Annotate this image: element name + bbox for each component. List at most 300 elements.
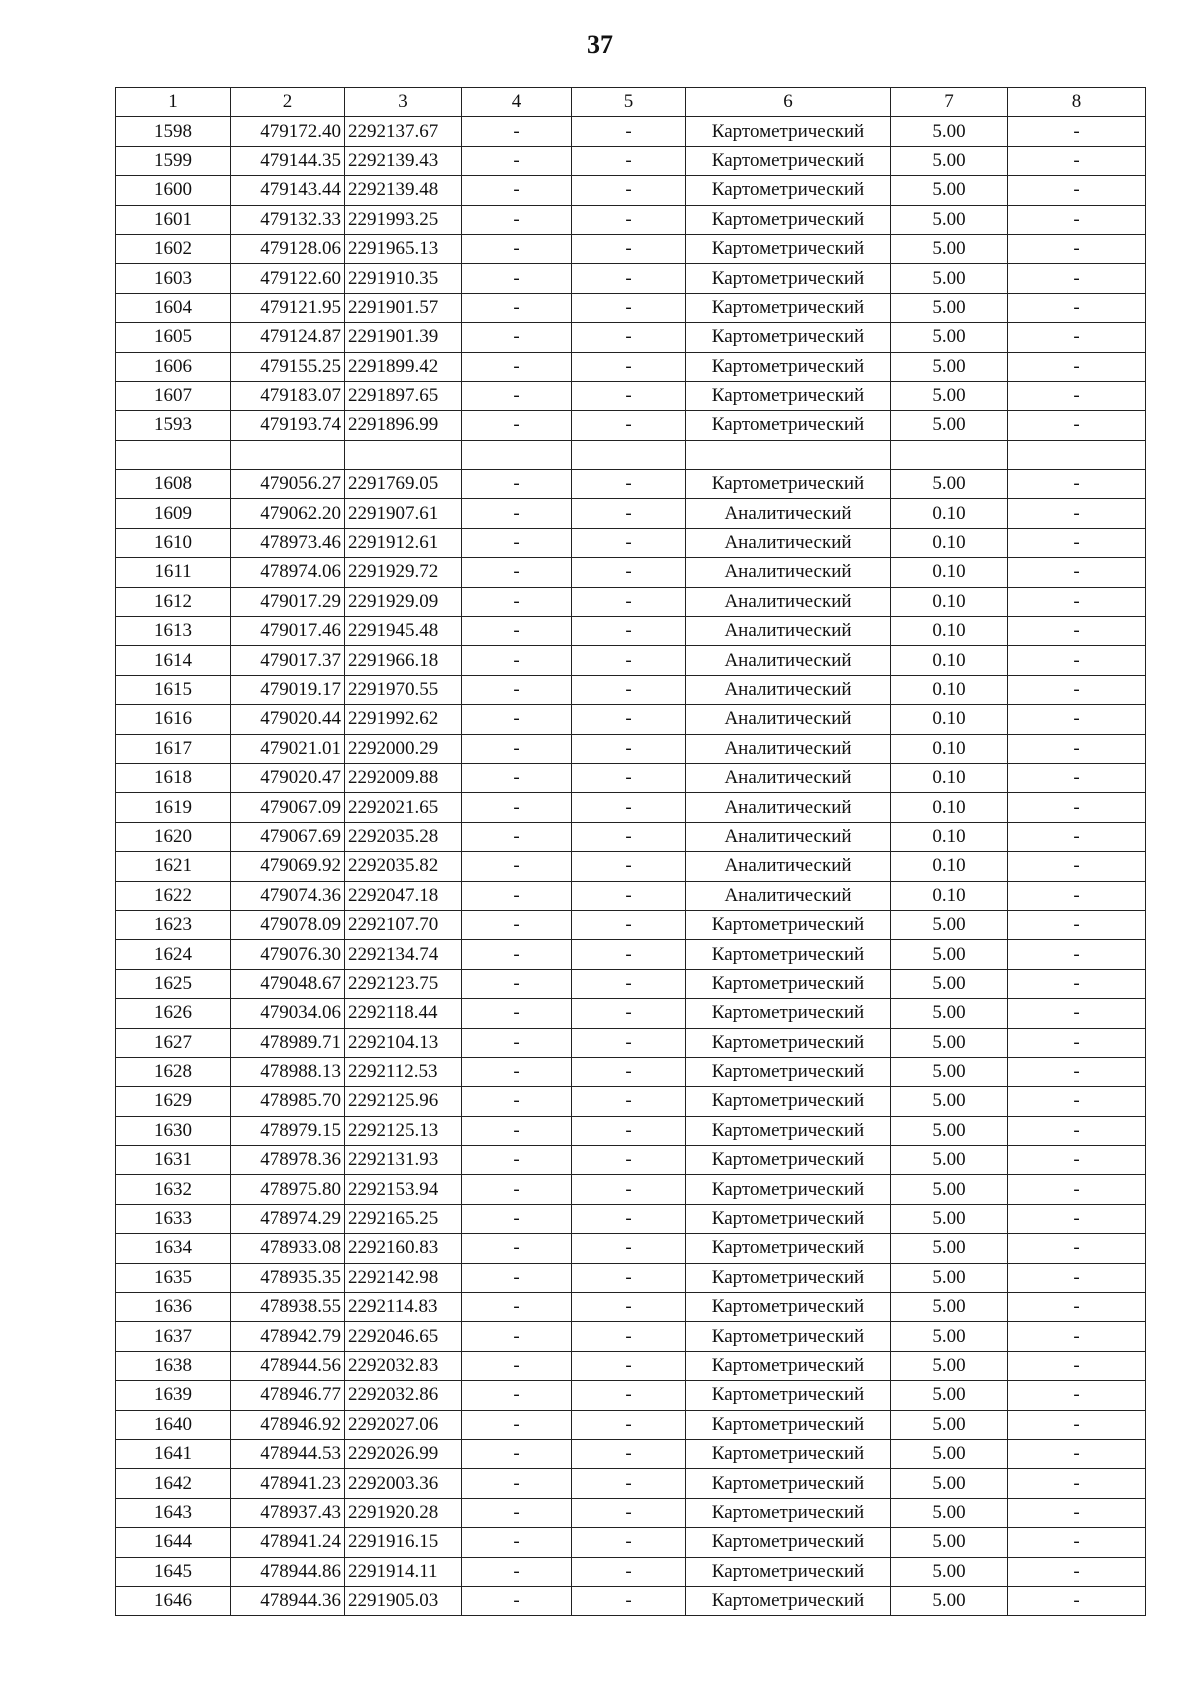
y-coordinate-cell: 2291901.57 <box>345 293 462 322</box>
column-header: 1 <box>116 88 231 117</box>
x-coordinate-cell: 479122.60 <box>231 264 345 293</box>
col8-cell: - <box>1008 1204 1146 1233</box>
col5-cell: - <box>572 1322 686 1351</box>
col4-cell: - <box>462 1410 572 1439</box>
x-coordinate-cell: 479144.35 <box>231 146 345 175</box>
y-coordinate-cell: 2291910.35 <box>345 264 462 293</box>
y-coordinate-cell: 2291914.11 <box>345 1557 462 1586</box>
col5-cell: - <box>572 1087 686 1116</box>
table-row <box>116 1057 1146 1086</box>
col4-cell: - <box>462 1263 572 1292</box>
point-number-cell: 1599 <box>116 146 231 175</box>
col8-cell: - <box>1008 381 1146 410</box>
col5-cell: - <box>572 293 686 322</box>
method-cell <box>686 440 891 469</box>
col8-cell: - <box>1008 1351 1146 1380</box>
point-number-cell: 1607 <box>116 381 231 410</box>
col4-cell: - <box>462 617 572 646</box>
col4-cell: - <box>462 293 572 322</box>
col5-cell: - <box>572 117 686 146</box>
col4-cell: - <box>462 587 572 616</box>
col8-cell: - <box>1008 1322 1146 1351</box>
table-row <box>116 205 1146 234</box>
accuracy-cell: 5.00 <box>891 969 1008 998</box>
point-number-cell: 1620 <box>116 822 231 851</box>
accuracy-cell: 0.10 <box>891 646 1008 675</box>
col4-cell: - <box>462 822 572 851</box>
accuracy-cell: 5.00 <box>891 146 1008 175</box>
col4-cell: - <box>462 1028 572 1057</box>
y-coordinate-cell: 2292003.36 <box>345 1469 462 1498</box>
y-coordinate-cell: 2292125.96 <box>345 1087 462 1116</box>
table-row <box>116 176 1146 205</box>
y-coordinate-cell: 2291901.39 <box>345 323 462 352</box>
x-coordinate-cell: 478974.06 <box>231 558 345 587</box>
col8-cell: - <box>1008 1116 1146 1145</box>
col5-cell: - <box>572 558 686 587</box>
y-coordinate-cell: 2292026.99 <box>345 1439 462 1468</box>
y-coordinate-cell: 2292027.06 <box>345 1410 462 1439</box>
table-row <box>116 852 1146 881</box>
col8-cell: - <box>1008 999 1146 1028</box>
method-cell: Картометрический <box>686 234 891 263</box>
accuracy-cell: 5.00 <box>891 234 1008 263</box>
method-cell: Картометрический <box>686 1528 891 1557</box>
col4-cell: - <box>462 1351 572 1380</box>
accuracy-cell: 5.00 <box>891 1528 1008 1557</box>
point-number-cell <box>116 440 231 469</box>
col4-cell: - <box>462 528 572 557</box>
col5-cell: - <box>572 910 686 939</box>
point-number-cell: 1640 <box>116 1410 231 1439</box>
x-coordinate-cell: 478944.36 <box>231 1586 345 1615</box>
col8-cell: - <box>1008 852 1146 881</box>
column-header: 4 <box>462 88 572 117</box>
col8-cell <box>1008 440 1146 469</box>
table-row <box>116 969 1146 998</box>
col4-cell: - <box>462 1469 572 1498</box>
accuracy-cell: 5.00 <box>891 999 1008 1028</box>
method-cell: Аналитический <box>686 763 891 792</box>
table-row <box>116 146 1146 175</box>
y-coordinate-cell: 2291993.25 <box>345 205 462 234</box>
method-cell: Картометрический <box>686 940 891 969</box>
col5-cell: - <box>572 1057 686 1086</box>
y-coordinate-cell: 2291966.18 <box>345 646 462 675</box>
col8-cell: - <box>1008 1557 1146 1586</box>
y-coordinate-cell: 2292134.74 <box>345 940 462 969</box>
x-coordinate-cell: 479076.30 <box>231 940 345 969</box>
y-coordinate-cell: 2291897.65 <box>345 381 462 410</box>
col5-cell: - <box>572 205 686 234</box>
x-coordinate-cell: 479155.25 <box>231 352 345 381</box>
point-number-cell: 1624 <box>116 940 231 969</box>
col5-cell: - <box>572 1410 686 1439</box>
method-cell: Картометрический <box>686 1410 891 1439</box>
method-cell: Картометрический <box>686 1586 891 1615</box>
col5-cell: - <box>572 1028 686 1057</box>
y-coordinate-cell: 2292032.86 <box>345 1381 462 1410</box>
point-number-cell: 1617 <box>116 734 231 763</box>
accuracy-cell: 0.10 <box>891 852 1008 881</box>
method-cell: Картометрический <box>686 117 891 146</box>
col8-cell: - <box>1008 264 1146 293</box>
method-cell: Картометрический <box>686 381 891 410</box>
x-coordinate-cell: 478988.13 <box>231 1057 345 1086</box>
table-row <box>116 881 1146 910</box>
x-coordinate-cell: 478989.71 <box>231 1028 345 1057</box>
table-row <box>116 1175 1146 1204</box>
col5-cell: - <box>572 1293 686 1322</box>
accuracy-cell: 5.00 <box>891 381 1008 410</box>
accuracy-cell: 0.10 <box>891 881 1008 910</box>
method-cell: Картометрический <box>686 1381 891 1410</box>
y-coordinate-cell: 2292035.82 <box>345 852 462 881</box>
col8-cell: - <box>1008 499 1146 528</box>
col4-cell: - <box>462 1439 572 1468</box>
x-coordinate-cell: 478933.08 <box>231 1234 345 1263</box>
method-cell: Картометрический <box>686 1234 891 1263</box>
accuracy-cell: 5.00 <box>891 1557 1008 1586</box>
col5-cell: - <box>572 1351 686 1380</box>
point-number-cell: 1630 <box>116 1116 231 1145</box>
col8-cell: - <box>1008 205 1146 234</box>
y-coordinate-cell: 2292137.67 <box>345 117 462 146</box>
col5-cell: - <box>572 646 686 675</box>
y-coordinate-cell: 2292118.44 <box>345 999 462 1028</box>
x-coordinate-cell: 478944.53 <box>231 1439 345 1468</box>
point-number-cell: 1634 <box>116 1234 231 1263</box>
col8-cell: - <box>1008 470 1146 499</box>
col4-cell: - <box>462 176 572 205</box>
col4-cell: - <box>462 558 572 587</box>
col5-cell: - <box>572 1234 686 1263</box>
col8-cell: - <box>1008 1439 1146 1468</box>
y-coordinate-cell: 2292112.53 <box>345 1057 462 1086</box>
col8-cell: - <box>1008 528 1146 557</box>
col4-cell: - <box>462 793 572 822</box>
accuracy-cell: 5.00 <box>891 352 1008 381</box>
col4-cell: - <box>462 117 572 146</box>
col4-cell: - <box>462 205 572 234</box>
col8-cell: - <box>1008 1528 1146 1557</box>
accuracy-cell: 0.10 <box>891 705 1008 734</box>
y-coordinate-cell: 2291945.48 <box>345 617 462 646</box>
x-coordinate-cell: 479074.36 <box>231 881 345 910</box>
x-coordinate-cell: 479062.20 <box>231 499 345 528</box>
col5-cell: - <box>572 705 686 734</box>
point-number-cell: 1615 <box>116 675 231 704</box>
col8-cell: - <box>1008 1146 1146 1175</box>
x-coordinate-cell: 479069.92 <box>231 852 345 881</box>
point-number-cell: 1601 <box>116 205 231 234</box>
method-cell: Картометрический <box>686 1146 891 1175</box>
col5-cell: - <box>572 411 686 440</box>
accuracy-cell: 5.00 <box>891 1410 1008 1439</box>
y-coordinate-cell: 2291896.99 <box>345 411 462 440</box>
method-cell: Аналитический <box>686 822 891 851</box>
col5-cell: - <box>572 176 686 205</box>
accuracy-cell: 0.10 <box>891 822 1008 851</box>
accuracy-cell: 5.00 <box>891 1381 1008 1410</box>
point-number-cell: 1638 <box>116 1351 231 1380</box>
point-number-cell: 1602 <box>116 234 231 263</box>
method-cell: Картометрический <box>686 293 891 322</box>
col5-cell: - <box>572 1381 686 1410</box>
method-cell: Картометрический <box>686 176 891 205</box>
method-cell: Аналитический <box>686 793 891 822</box>
method-cell: Аналитический <box>686 528 891 557</box>
col8-cell: - <box>1008 1057 1146 1086</box>
table-row <box>116 1028 1146 1057</box>
accuracy-cell: 5.00 <box>891 293 1008 322</box>
y-coordinate-cell: 2292000.29 <box>345 734 462 763</box>
col8-cell: - <box>1008 969 1146 998</box>
accuracy-cell: 5.00 <box>891 1351 1008 1380</box>
accuracy-cell: 5.00 <box>891 1586 1008 1615</box>
accuracy-cell: 5.00 <box>891 411 1008 440</box>
accuracy-cell: 5.00 <box>891 1498 1008 1527</box>
method-cell: Аналитический <box>686 617 891 646</box>
method-cell: Картометрический <box>686 1322 891 1351</box>
accuracy-cell: 5.00 <box>891 205 1008 234</box>
method-cell: Картометрический <box>686 323 891 352</box>
col8-cell: - <box>1008 1293 1146 1322</box>
x-coordinate-cell: 479020.44 <box>231 705 345 734</box>
col5-cell: - <box>572 381 686 410</box>
table-row <box>116 1087 1146 1116</box>
col4-cell: - <box>462 1057 572 1086</box>
col4-cell: - <box>462 881 572 910</box>
x-coordinate-cell: 479121.95 <box>231 293 345 322</box>
col8-cell: - <box>1008 352 1146 381</box>
method-cell: Картометрический <box>686 999 891 1028</box>
col8-cell: - <box>1008 617 1146 646</box>
col8-cell: - <box>1008 234 1146 263</box>
accuracy-cell: 5.00 <box>891 1204 1008 1233</box>
x-coordinate-cell: 478937.43 <box>231 1498 345 1527</box>
col4-cell: - <box>462 1087 572 1116</box>
y-coordinate-cell: 2291965.13 <box>345 234 462 263</box>
table-row <box>116 646 1146 675</box>
point-number-cell: 1633 <box>116 1204 231 1233</box>
col4-cell: - <box>462 352 572 381</box>
method-cell: Аналитический <box>686 646 891 675</box>
accuracy-cell: 0.10 <box>891 558 1008 587</box>
point-number-cell: 1639 <box>116 1381 231 1410</box>
col5-cell: - <box>572 999 686 1028</box>
accuracy-cell: 0.10 <box>891 734 1008 763</box>
x-coordinate-cell: 479143.44 <box>231 176 345 205</box>
col8-cell: - <box>1008 763 1146 792</box>
x-coordinate-cell: 478979.15 <box>231 1116 345 1145</box>
col4-cell: - <box>462 323 572 352</box>
method-cell: Картометрический <box>686 1351 891 1380</box>
table-row <box>116 440 1146 469</box>
column-header: 8 <box>1008 88 1146 117</box>
point-number-cell: 1626 <box>116 999 231 1028</box>
table-row <box>116 910 1146 939</box>
x-coordinate-cell: 478985.70 <box>231 1087 345 1116</box>
table-row <box>116 117 1146 146</box>
table-row <box>116 1528 1146 1557</box>
x-coordinate-cell: 479021.01 <box>231 734 345 763</box>
y-coordinate-cell: 2292142.98 <box>345 1263 462 1292</box>
accuracy-cell: 0.10 <box>891 587 1008 616</box>
point-number-cell: 1621 <box>116 852 231 881</box>
table-row <box>116 1439 1146 1468</box>
x-coordinate-cell <box>231 440 345 469</box>
col5-cell: - <box>572 1557 686 1586</box>
col4-cell: - <box>462 1146 572 1175</box>
y-coordinate-cell: 2292032.83 <box>345 1351 462 1380</box>
method-cell: Картометрический <box>686 1557 891 1586</box>
method-cell: Картометрический <box>686 1057 891 1086</box>
x-coordinate-cell: 479128.06 <box>231 234 345 263</box>
col5-cell: - <box>572 881 686 910</box>
y-coordinate-cell: 2291920.28 <box>345 1498 462 1527</box>
x-coordinate-cell: 479193.74 <box>231 411 345 440</box>
col5-cell: - <box>572 1439 686 1468</box>
method-cell: Картометрический <box>686 470 891 499</box>
col5-cell: - <box>572 264 686 293</box>
table-row <box>116 528 1146 557</box>
x-coordinate-cell: 478973.46 <box>231 528 345 557</box>
x-coordinate-cell: 478944.56 <box>231 1351 345 1380</box>
col4-cell: - <box>462 940 572 969</box>
col5-cell: - <box>572 1263 686 1292</box>
y-coordinate-cell: 2292131.93 <box>345 1146 462 1175</box>
y-coordinate-cell: 2292139.48 <box>345 176 462 205</box>
point-number-cell: 1644 <box>116 1528 231 1557</box>
method-cell: Картометрический <box>686 264 891 293</box>
y-coordinate-cell: 2291970.55 <box>345 675 462 704</box>
col4-cell: - <box>462 675 572 704</box>
y-coordinate-cell: 2292047.18 <box>345 881 462 910</box>
col8-cell: - <box>1008 1028 1146 1057</box>
page-number: 37 <box>587 30 613 59</box>
y-coordinate-cell: 2292139.43 <box>345 146 462 175</box>
accuracy-cell: 0.10 <box>891 675 1008 704</box>
table-row <box>116 1410 1146 1439</box>
col4-cell: - <box>462 969 572 998</box>
point-number-cell: 1632 <box>116 1175 231 1204</box>
accuracy-cell: 5.00 <box>891 323 1008 352</box>
col4-cell: - <box>462 234 572 263</box>
table-row <box>116 1381 1146 1410</box>
point-number-cell: 1636 <box>116 1293 231 1322</box>
table-row <box>116 293 1146 322</box>
accuracy-cell: 5.00 <box>891 1028 1008 1057</box>
col4-cell: - <box>462 470 572 499</box>
table-row <box>116 705 1146 734</box>
accuracy-cell: 5.00 <box>891 1469 1008 1498</box>
accuracy-cell: 5.00 <box>891 1116 1008 1145</box>
point-number-cell: 1611 <box>116 558 231 587</box>
col8-cell: - <box>1008 940 1146 969</box>
col4-cell: - <box>462 146 572 175</box>
x-coordinate-cell: 478978.36 <box>231 1146 345 1175</box>
x-coordinate-cell: 479172.40 <box>231 117 345 146</box>
accuracy-cell: 5.00 <box>891 117 1008 146</box>
y-coordinate-cell: 2292021.65 <box>345 793 462 822</box>
accuracy-cell: 5.00 <box>891 910 1008 939</box>
col8-cell: - <box>1008 1381 1146 1410</box>
col5-cell: - <box>572 1528 686 1557</box>
col5-cell: - <box>572 852 686 881</box>
table-row <box>116 1293 1146 1322</box>
table-row <box>116 558 1146 587</box>
col4-cell: - <box>462 1293 572 1322</box>
col8-cell: - <box>1008 793 1146 822</box>
point-number-cell: 1612 <box>116 587 231 616</box>
table-row <box>116 675 1146 704</box>
col5-cell: - <box>572 146 686 175</box>
col5-cell: - <box>572 1175 686 1204</box>
table-row <box>116 381 1146 410</box>
accuracy-cell: 5.00 <box>891 264 1008 293</box>
point-number-cell: 1614 <box>116 646 231 675</box>
method-cell: Аналитический <box>686 558 891 587</box>
x-coordinate-cell: 478944.86 <box>231 1557 345 1586</box>
accuracy-cell: 5.00 <box>891 1175 1008 1204</box>
point-number-cell: 1609 <box>116 499 231 528</box>
point-number-cell: 1623 <box>116 910 231 939</box>
x-coordinate-cell: 479132.33 <box>231 205 345 234</box>
col8-cell: - <box>1008 734 1146 763</box>
accuracy-cell: 5.00 <box>891 1146 1008 1175</box>
y-coordinate-cell: 2291899.42 <box>345 352 462 381</box>
table-row <box>116 763 1146 792</box>
x-coordinate-cell: 479020.47 <box>231 763 345 792</box>
table-row <box>116 793 1146 822</box>
x-coordinate-cell: 479017.37 <box>231 646 345 675</box>
col4-cell: - <box>462 1234 572 1263</box>
col4-cell: - <box>462 852 572 881</box>
x-coordinate-cell: 478946.77 <box>231 1381 345 1410</box>
point-number-cell: 1618 <box>116 763 231 792</box>
method-cell: Картометрический <box>686 1469 891 1498</box>
table-row <box>116 1557 1146 1586</box>
col5-cell: - <box>572 617 686 646</box>
y-coordinate-cell: 2291907.61 <box>345 499 462 528</box>
method-cell: Картометрический <box>686 1498 891 1527</box>
accuracy-cell: 0.10 <box>891 528 1008 557</box>
table-row <box>116 1351 1146 1380</box>
col5-cell: - <box>572 763 686 792</box>
table-row <box>116 352 1146 381</box>
col5-cell: - <box>572 793 686 822</box>
col8-cell: - <box>1008 558 1146 587</box>
method-cell: Картометрический <box>686 1293 891 1322</box>
table-row <box>116 940 1146 969</box>
accuracy-cell: 5.00 <box>891 1234 1008 1263</box>
col8-cell: - <box>1008 323 1146 352</box>
x-coordinate-cell: 478938.55 <box>231 1293 345 1322</box>
column-header-row <box>116 88 1146 117</box>
col5-cell: - <box>572 587 686 616</box>
column-header: 6 <box>686 88 891 117</box>
point-number-cell: 1604 <box>116 293 231 322</box>
table-row <box>116 734 1146 763</box>
method-cell: Аналитический <box>686 734 891 763</box>
col8-cell: - <box>1008 293 1146 322</box>
point-number-cell: 1608 <box>116 470 231 499</box>
y-coordinate-cell: 2292165.25 <box>345 1204 462 1233</box>
col5-cell: - <box>572 1116 686 1145</box>
col4-cell: - <box>462 499 572 528</box>
point-number-cell: 1631 <box>116 1146 231 1175</box>
